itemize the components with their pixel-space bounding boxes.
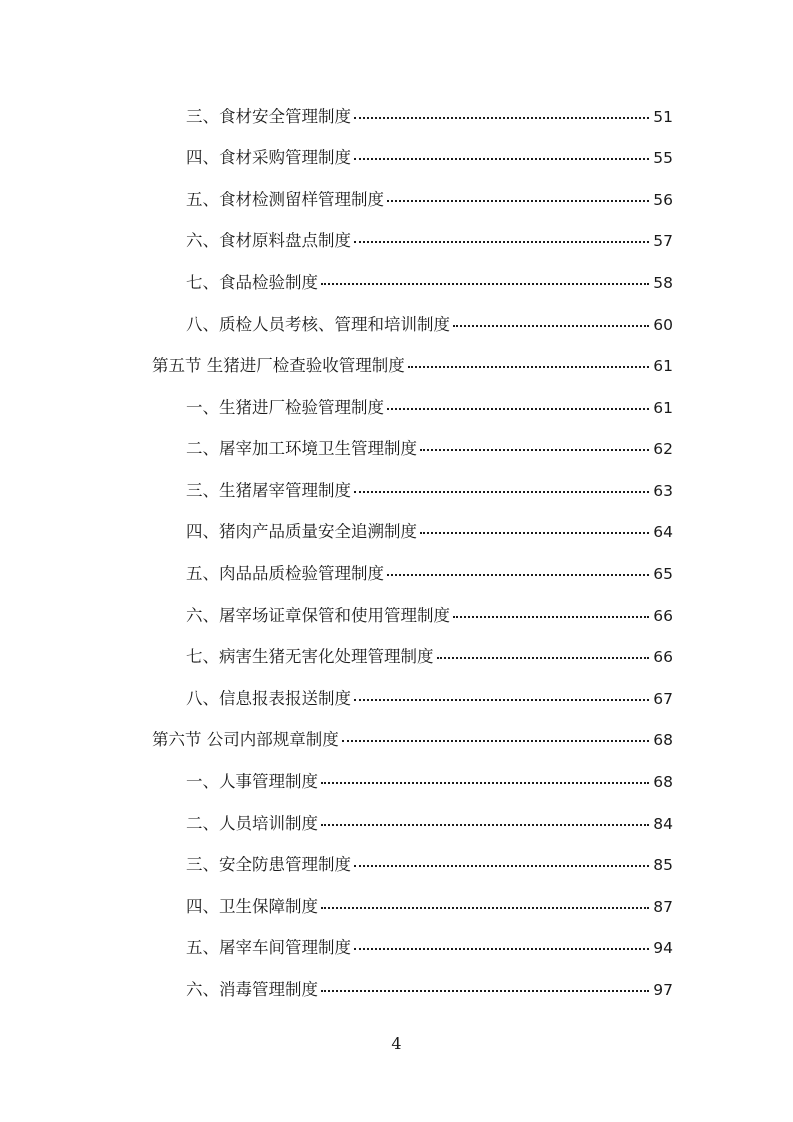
toc-dot-leader (342, 740, 649, 742)
toc-entry-page: 63 (653, 481, 673, 500)
toc-entry-page: 68 (653, 773, 673, 792)
toc-dot-leader (354, 865, 649, 867)
toc-entry-page: 64 (653, 523, 673, 542)
toc-entry[interactable] (0, 886, 793, 928)
toc-entry-title: 七、病害生猪无害化处理管理制度 (186, 647, 434, 667)
toc-entry[interactable] (0, 512, 793, 554)
toc-entry-title: 八、信息报表报送制度 (186, 688, 351, 708)
toc-entry[interactable] (0, 637, 793, 679)
toc-entry-page: 67 (653, 689, 673, 708)
toc-entry-page: 61 (653, 398, 673, 417)
toc-entry-page: 60 (653, 315, 673, 334)
toc-entry[interactable] (0, 803, 793, 845)
table-of-contents (0, 96, 793, 1011)
toc-entry-title: 五、屠宰车间管理制度 (186, 938, 351, 958)
toc-dot-leader (321, 782, 649, 784)
toc-entry-page: 61 (653, 357, 673, 376)
toc-dot-leader (408, 366, 649, 368)
toc-entry[interactable] (0, 387, 793, 429)
toc-entry[interactable] (0, 179, 793, 221)
toc-entry-page: 97 (653, 981, 673, 1000)
toc-entry-page: 66 (653, 648, 673, 667)
toc-entry[interactable] (0, 845, 793, 887)
toc-entry-page: 51 (653, 107, 673, 126)
toc-entry-title: 六、屠宰场证章保管和使用管理制度 (186, 605, 450, 625)
toc-entry[interactable] (0, 221, 793, 263)
toc-entry-page: 58 (653, 273, 673, 292)
toc-dot-leader (437, 657, 650, 659)
page-number: 4 (391, 1034, 402, 1053)
toc-entry-page: 65 (653, 565, 673, 584)
toc-entry-title: 第六节 公司内部规章制度 (152, 730, 339, 750)
toc-entry-page: 94 (653, 939, 673, 958)
toc-dot-leader (321, 990, 649, 992)
toc-entry-page: 68 (653, 731, 673, 750)
toc-dot-leader (321, 824, 649, 826)
toc-entry[interactable] (0, 678, 793, 720)
toc-entry-page: 66 (653, 606, 673, 625)
toc-entry-title: 五、肉品品质检验管理制度 (186, 564, 384, 584)
toc-dot-leader (321, 283, 649, 285)
toc-dot-leader (420, 532, 649, 534)
toc-entry-page: 85 (653, 856, 673, 875)
toc-dot-leader (354, 699, 649, 701)
toc-entry-title: 四、卫生保障制度 (186, 896, 318, 916)
toc-entry-title: 第五节 生猪进厂检查验收管理制度 (152, 356, 405, 376)
toc-entry-title: 七、食品检验制度 (186, 272, 318, 292)
toc-dot-leader (387, 408, 649, 410)
toc-entry[interactable] (0, 429, 793, 471)
toc-dot-leader (453, 325, 649, 327)
toc-entry-title: 三、生猪屠宰管理制度 (186, 480, 351, 500)
toc-entry[interactable] (0, 969, 793, 1011)
toc-entry[interactable] (0, 554, 793, 596)
toc-entry-title: 六、食材原料盘点制度 (186, 231, 351, 251)
toc-entry-title: 三、安全防患管理制度 (186, 855, 351, 875)
toc-dot-leader (387, 200, 649, 202)
toc-entry[interactable] (0, 304, 793, 346)
toc-entry-page: 62 (653, 440, 673, 459)
toc-entry-title: 一、人事管理制度 (186, 772, 318, 792)
toc-entry-title: 一、生猪进厂检验管理制度 (186, 397, 384, 417)
toc-entry-page: 84 (653, 814, 673, 833)
toc-entry-title: 四、猪肉产品质量安全追溯制度 (186, 522, 417, 542)
toc-section-entry[interactable] (0, 720, 793, 762)
toc-dot-leader (321, 907, 649, 909)
toc-dot-leader (387, 574, 649, 576)
toc-entry[interactable] (0, 262, 793, 304)
toc-entry-title: 五、食材检测留样管理制度 (186, 189, 384, 209)
toc-entry[interactable] (0, 96, 793, 138)
toc-dot-leader (453, 616, 649, 618)
toc-dot-leader (354, 158, 649, 160)
toc-entry[interactable] (0, 928, 793, 970)
toc-dot-leader (354, 117, 649, 119)
toc-dot-leader (354, 491, 649, 493)
toc-entry-title: 三、食材安全管理制度 (186, 106, 351, 126)
toc-entry[interactable] (0, 595, 793, 637)
toc-entry-title: 八、质检人员考核、管理和培训制度 (186, 314, 450, 334)
toc-dot-leader (354, 948, 649, 950)
toc-section-entry[interactable] (0, 346, 793, 388)
toc-entry[interactable] (0, 138, 793, 180)
toc-entry-page: 87 (653, 897, 673, 916)
toc-entry-title: 六、消毒管理制度 (186, 980, 318, 1000)
toc-entry-page: 57 (653, 232, 673, 251)
toc-entry[interactable] (0, 470, 793, 512)
toc-entry-page: 56 (653, 190, 673, 209)
toc-entry-title: 二、屠宰加工环境卫生管理制度 (186, 439, 417, 459)
toc-entry-page: 55 (653, 149, 673, 168)
toc-entry-title: 四、食材采购管理制度 (186, 148, 351, 168)
toc-dot-leader (420, 449, 649, 451)
toc-dot-leader (354, 241, 649, 243)
toc-entry-title: 二、人员培训制度 (186, 813, 318, 833)
toc-entry[interactable] (0, 762, 793, 804)
